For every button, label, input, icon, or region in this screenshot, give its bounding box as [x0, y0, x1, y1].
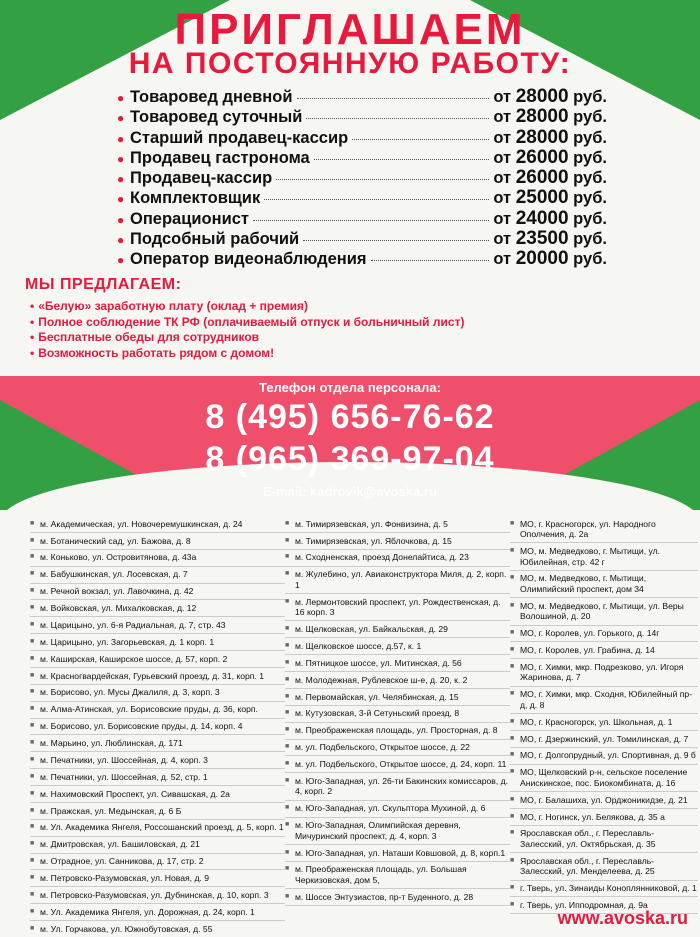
bullet-icon: ■ [30, 857, 35, 865]
store-address: ■ МО, м. Медведково, г. Мытищи, ул. Юбилейная, стр. 42 г [510, 543, 698, 570]
bullet-icon: ■ [285, 570, 290, 578]
store-address: ■ м. ул. Подбельского, Открытое шоссе, д. 24, корп. 11 [285, 756, 510, 773]
bullet-icon: ● [117, 91, 125, 105]
store-address: ■ МО, г. Химки, мкр. Подрезково, ул. Игоря Жаринова, д. 7 [510, 659, 698, 686]
store-address: ■ МО, г. Королев, ул. Грабина, д. 14 [510, 642, 698, 659]
vacancy-row [117, 147, 607, 167]
store-address: ■ м. Войковская, ул. Михалковская, д. 12 [30, 600, 285, 617]
store-address: ■ м. Марьино, ул. Люблинская, д. 171 [30, 735, 285, 752]
bullet-icon: ■ [30, 620, 35, 628]
vacancy-salary: от 26000 руб. [493, 167, 607, 189]
store-address: ■ МО, г. Красногорск, ул. Народного Ополчения, д. 2а [510, 516, 698, 543]
bullet-icon: ■ [285, 658, 290, 666]
bullet-icon: ■ [30, 890, 35, 898]
store-address: ■ г. Тверь, ул. Ипподромная, д. 9а [510, 897, 698, 914]
leader-dots [303, 240, 489, 241]
bullet-icon: ■ [30, 587, 35, 595]
store-address: ■ м. Бабушкинская, ул. Лосевская, д. 7 [30, 567, 285, 584]
bullet-icon: ■ [510, 768, 515, 776]
bullet-icon: ■ [285, 743, 290, 751]
bullet-icon: ■ [510, 829, 515, 837]
store-column-3 [510, 516, 698, 914]
store-address: ■ м. Речной вокзал, ул. Лавочкина, д. 42 [30, 584, 285, 601]
bullet-icon: ■ [510, 646, 515, 654]
bullet-icon: • [30, 330, 35, 344]
subheadline: НА ПОСТОЯННУЮ РАБОТУ: [128, 47, 572, 80]
vacancy-salary: от 26000 руб. [493, 146, 607, 168]
vacancy-title: Продавец-кассир [130, 169, 273, 188]
store-address: ■ м. Алма-Атинская, ул. Борисовские пруды, д. 36, корп. [30, 702, 285, 719]
bullet-icon: ■ [30, 806, 35, 814]
vacancy-salary: от 20000 руб. [493, 248, 607, 270]
store-address: ■ м. ул. Подбельского, Открытое шоссе, д. 22 [285, 740, 510, 757]
store-address: ■ МО, г. Ногинск, ул. Белякова, д. 35 а [510, 809, 698, 826]
vacancy-list [117, 86, 607, 269]
bullet-icon: ■ [30, 705, 35, 713]
offer-item: • Полное соблюдение ТК РФ (оплачиваемый отпуск и больничный лист) [30, 314, 465, 329]
leader-dots [276, 179, 489, 180]
store-address: ■ м. Преображенская площадь, ул. Просторная, д. 8 [285, 723, 510, 740]
store-address: ■ м. Ботанический сад, ул. Бажова, д. 8 [30, 533, 285, 550]
store-address: ■ м. Первомайская, ул. Челябинская, д. 15 [285, 689, 510, 706]
bullet-icon: ■ [285, 892, 290, 900]
store-address: ■ м. Борисово, ул. Борисовские пруды, д. 14, корп. 4 [30, 719, 285, 736]
store-address: ■ м. Красногвардейская, Гурьевский проезд, д. 31, корп. 1 [30, 668, 285, 685]
store-address: ■ Ярославская обл., г. Переславль-Залесский, ул. Октябрьская, д. 35 [510, 826, 698, 853]
bullet-icon: ■ [285, 865, 290, 873]
store-address: ■ м. Ул. Горчакова, ул. Южнобутовская, д. 55 [30, 921, 285, 937]
leader-dots [306, 118, 489, 119]
store-address: ■ м. Каширская, Каширское шоссе, д. 57, корп. 2 [30, 651, 285, 668]
bullet-icon: ■ [30, 553, 35, 561]
bullet-icon: ■ [30, 755, 35, 763]
bullet-icon: ■ [510, 812, 515, 820]
store-address: ■ м. Борисово, ул. Мусы Джалиля, д. 3, корп. 3 [30, 685, 285, 702]
store-address: ■ МО, г. Красногорск, ул. Школьная, д. 1 [510, 714, 698, 731]
store-address: ■ м. Пятницкое шоссе, ул. Митинская, д. 56 [285, 655, 510, 672]
bullet-icon: ■ [510, 601, 515, 609]
bullet-icon: ■ [30, 688, 35, 696]
email-link[interactable]: E-mail: kadrovik@avoska.ru [263, 484, 437, 499]
bullet-icon: ■ [30, 739, 35, 747]
bullet-icon: ■ [510, 662, 515, 670]
vacancy-title: Оператор видеонаблюдения [130, 250, 367, 269]
offer-item: • Бесплатные обеды для сотрудников [30, 330, 260, 344]
bullet-icon: ■ [285, 641, 290, 649]
store-address: ■ м. Царицыно, ул. Загорьевская, д. 1 корп. 1 [30, 634, 285, 651]
store-address: ■ МО, г. Королев, ул. Горького, д. 14г [510, 626, 698, 643]
store-address: ■ МО, Щелковский р-н, сельское поселение Анискинское, пос. Биокомбината, д. 16 [510, 765, 698, 792]
offer-item: • Возможность работать рядом с домом! [30, 345, 275, 360]
store-address: ■ м. Кутузовская, 3-й Сетуньский проезд, 8 [285, 706, 510, 723]
bullet-icon: ● [117, 111, 125, 126]
vacancy-salary: от 23500 руб. [493, 228, 607, 250]
bullet-icon: ■ [30, 874, 35, 882]
vacancy-row [117, 228, 607, 248]
leader-dots [253, 220, 489, 221]
store-address: ■ МО, г. Дзержинский, ул. Томилинская, д. 7 [510, 731, 698, 748]
bullet-icon: ● [117, 151, 125, 166]
leader-dots [297, 98, 490, 99]
store-address: ■ м. Лермонтовский проспект, ул. Рождественская, д. 16 корп. 3 [285, 594, 510, 621]
store-address: ■ м. Тимирязевская, ул. Фонвизина, д. 5 [285, 516, 510, 533]
bullet-icon: ■ [30, 654, 35, 662]
offers-list [30, 299, 464, 361]
leader-dots [352, 139, 489, 140]
bullet-icon: ■ [285, 519, 290, 527]
store-address: ■ м. Дмитровская, ул. Башиловская, д. 21 [30, 837, 285, 854]
offer-item: • «Белую» заработную плату (оклад + премия) [30, 299, 309, 313]
phone-label: Телефон отдела персонала: [259, 380, 441, 395]
bullet-icon: ■ [285, 804, 290, 812]
offers-title: МЫ ПРЕДЛАГАЕМ: [25, 276, 182, 293]
bullet-icon: ■ [510, 734, 515, 742]
bullet-icon: ■ [285, 625, 290, 633]
vacancy-title: Комплектовщик [130, 189, 261, 208]
leader-dots [314, 159, 490, 160]
store-address: ■ МО, м. Медведково, г. Мытищи, Олимпийский проспект, дом 34 [510, 571, 698, 598]
vacancy-title: Продавец гастронома [130, 148, 310, 167]
store-address: ■ м. Юго-Западная, ул. Наташи Ковшовой, д. 8, корп.1 [285, 845, 510, 862]
bullet-icon: ■ [285, 709, 290, 717]
phone-number-1[interactable]: 8 (495) 656-76-62 [205, 398, 495, 436]
website-link[interactable]: www.avoska.ru [557, 908, 688, 928]
store-address: ■ м. Тимирязевская, ул. Яблочкова, д. 15 [285, 533, 510, 550]
headline: ПРИГЛАШАЕМ [174, 5, 526, 54]
vacancy-row [117, 127, 607, 147]
vacancy-salary: от 28000 руб. [493, 86, 607, 107]
bullet-icon: ■ [30, 907, 35, 915]
bullet-icon: ■ [510, 547, 515, 555]
vacancy-title: Старший продавец-кассир [130, 128, 349, 147]
store-address: ■ м. Преображенская площадь, ул. Большая Черкизовская, дом 5, [285, 862, 510, 889]
vacancy-row [117, 208, 607, 228]
bullet-icon: ■ [510, 751, 515, 759]
bullet-icon: ■ [510, 901, 515, 909]
bullet-icon: ● [117, 131, 125, 146]
leader-dots [371, 260, 490, 261]
vacancy-salary: от 25000 руб. [493, 187, 607, 209]
vacancy-title: Операционист [130, 209, 249, 228]
store-address: ■ м. Петровско-Разумовская, ул. Дубнинская, д. 10, корп. 3 [30, 887, 285, 904]
store-address: ■ МО, г. Долгопрудный, ул. Спортивная, д. 9 б [510, 748, 698, 765]
bullet-icon: ■ [510, 856, 515, 864]
store-address: ■ м. Ул. Академика Янгеля, Россошанский проезд, д. 5, корп. 1 [30, 820, 285, 837]
store-address: ■ м. Молодежная, Рублевское ш-е, д. 20, к. 2 [285, 672, 510, 689]
store-address: ■ м. Печатники, ул. Шоссейная, д. 52, стр. 1 [30, 769, 285, 786]
bullet-icon: ● [117, 172, 125, 187]
bullet-icon: • [30, 345, 35, 360]
store-column-2 [285, 516, 510, 906]
bullet-icon: ■ [30, 789, 35, 797]
store-address: ■ м. Пражская, ул. Медынская, д. 6 Б [30, 803, 285, 820]
bullet-icon: ● [117, 253, 125, 268]
bullet-icon: ■ [30, 519, 35, 527]
phone-number-2[interactable]: 8 (965) 369-97-04 [205, 440, 495, 478]
bullet-icon: ■ [510, 884, 515, 892]
store-column-1 [30, 516, 285, 937]
vacancy-salary: от 28000 руб. [493, 106, 607, 128]
bullet-icon: ● [117, 212, 125, 227]
bullet-icon: ■ [30, 671, 35, 679]
bullet-icon: ● [117, 233, 125, 248]
store-address: ■ м. Щелковское шоссе, д.57, к. 1 [285, 638, 510, 655]
bullet-icon: ■ [30, 570, 35, 578]
bullet-icon: ■ [285, 675, 290, 683]
vacancy-row [117, 86, 607, 106]
bullet-icon: ■ [285, 692, 290, 700]
bullet-icon: ■ [30, 924, 35, 932]
bullet-icon: ■ [285, 597, 290, 605]
vacancy-salary: от 24000 руб. [493, 207, 607, 229]
store-address: ■ МО, м. Медведково, г. Мытищи, ул. Веры Волошиной, д. 20 [510, 598, 698, 625]
bullet-icon: ■ [285, 726, 290, 734]
bullet-icon: ■ [30, 604, 35, 612]
store-address: ■ м. Сходненская, проезд Донелайтиса, д. 23 [285, 550, 510, 567]
store-address: ■ МО, г. Химки, мкр. Сходня, Юбилейный пр-д, д. 8 [510, 687, 698, 714]
vacancy-row [117, 167, 607, 187]
bullet-icon: ■ [30, 772, 35, 780]
store-address: ■ м. Петровско-Разумовская, ул. Новая, д. 9 [30, 870, 285, 887]
store-address: ■ м. Юго-Западная, Олимпийская деревня, Мичуринский проспект, д. 4, корп. 3 [285, 818, 510, 845]
store-address: ■ м. Щелковская, ул. Байкальская, д. 29 [285, 621, 510, 638]
vacancy-title: Подсобный рабочий [130, 230, 300, 249]
bullet-icon: ■ [285, 821, 290, 829]
store-address: ■ м. Юго-Западная, ул. 26-ти Бакинских комиссаров, д. 4, корп. 2 [285, 773, 510, 800]
bullet-icon: ■ [30, 722, 35, 730]
store-address: ■ м. Шоссе Энтузиастов, пр-т Буденного, д. 28 [285, 889, 510, 906]
bullet-icon: ■ [510, 717, 515, 725]
bullet-icon: ■ [285, 553, 290, 561]
vacancy-title: Товаровед суточный [130, 108, 303, 127]
bullet-icon: ■ [285, 760, 290, 768]
bullet-icon: ■ [510, 795, 515, 803]
bullet-icon: ■ [285, 848, 290, 856]
bullet-icon: ■ [30, 637, 35, 645]
bullet-icon: ■ [285, 776, 290, 784]
bullet-icon: ■ [510, 629, 515, 637]
vacancy-title: Товаровед дневной [130, 88, 293, 106]
vacancy-salary: от 28000 руб. [493, 126, 607, 148]
store-address: ■ м. Академическая, ул. Новочеремушкинская, д. 24 [30, 516, 285, 533]
bullet-icon: ■ [30, 536, 35, 544]
store-address: ■ м. Жулебино, ул. Авиаконструктора Миля, д. 2, корп. 1 [285, 567, 510, 594]
bullet-icon: • [30, 314, 35, 329]
store-address: ■ м. Печатники, ул. Шоссейная, д. 4, корп. 3 [30, 752, 285, 769]
store-address: ■ м. Отрадное, ул. Санникова, д. 17, стр. 2 [30, 854, 285, 871]
store-address: ■ м. Ул. Академика Янгеля, ул. Дорожная, д. 24, корп. 1 [30, 904, 285, 921]
bullet-icon: ■ [510, 690, 515, 698]
bullet-icon: • [30, 299, 35, 313]
vacancy-row [117, 187, 607, 207]
store-address: ■ м. Нахимовский Проспект, ул. Сивашская, д. 2а [30, 786, 285, 803]
bullet-icon: ■ [30, 840, 35, 848]
bullet-icon: ● [117, 192, 125, 207]
bullet-icon: ■ [285, 536, 290, 544]
store-address: ■ м. Юго-Западная, ул. Скульптора Мухиной, д. 6 [285, 801, 510, 818]
store-address: ■ м. Коньково, ул. Островитянова, д. 43а [30, 550, 285, 567]
vacancy-row [117, 248, 607, 268]
store-address: ■ Ярославская обл., г. Переславль-Залесский, ул. Менделеева, д. 25 [510, 853, 698, 880]
vacancy-row [117, 106, 607, 126]
store-address: ■ г. Тверь, ул. Зинаиды Коноплянниковой, д. 1 [510, 881, 698, 898]
store-address: ■ МО, г. Балашиха, ул. Орджоникидзе, д. 21 [510, 792, 698, 809]
store-address: ■ м. Царицыно, ул. 6-я Радиальная, д. 7, стр. 43 [30, 617, 285, 634]
store-addresses [0, 516, 700, 937]
bullet-icon: ■ [510, 519, 515, 527]
leader-dots [264, 199, 489, 200]
bullet-icon: ■ [30, 823, 35, 831]
bullet-icon: ■ [510, 574, 515, 582]
